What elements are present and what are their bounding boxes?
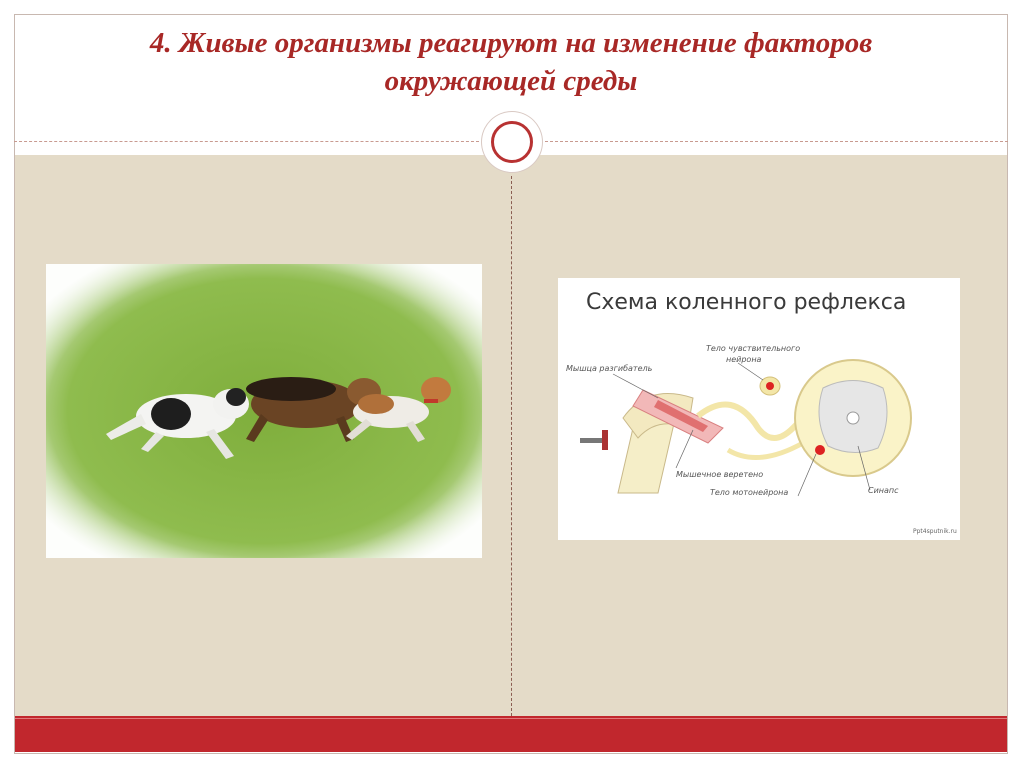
footer-bar-highlight xyxy=(15,718,1007,719)
divider-ornament-circle xyxy=(482,112,542,172)
knee-reflex-diagram xyxy=(558,278,960,540)
label-sensory-body-1: Тело чувствительного xyxy=(706,344,801,353)
label-muscle-spindle: Мышечное веретено xyxy=(676,470,764,479)
slide-title xyxy=(14,24,1008,100)
motor-fiber-shape xyxy=(728,443,803,458)
slide-title-line-2: окружающей среды xyxy=(384,65,638,97)
diagram-title: Схема коленного рефлекса xyxy=(586,290,907,315)
title-divider-left xyxy=(14,141,479,142)
dogs-photo-image xyxy=(46,264,482,558)
dogs-photo xyxy=(46,264,482,558)
footer-bar xyxy=(15,716,1007,752)
slide-title-line-1: 4. Живые организмы реагируют на изменение факторов xyxy=(149,27,873,59)
column-divider xyxy=(511,176,512,716)
diagram-watermark: Ppt4sputnik.ru xyxy=(913,528,957,535)
central-canal-shape xyxy=(847,412,859,424)
reflex-hammer-icon xyxy=(580,430,608,450)
title-divider-right xyxy=(545,141,1008,142)
label-synapse: Синапс xyxy=(868,486,899,495)
motor-neuron-body-dot xyxy=(815,445,825,455)
label-extensor-muscle: Мышца разгибатель xyxy=(566,364,653,373)
sensory-neuron-body-dot xyxy=(766,382,774,390)
divider-ornament-ring xyxy=(491,121,533,163)
knee-reflex-drawing xyxy=(558,278,960,540)
label-motor-neuron-body: Тело мотонейрона xyxy=(710,488,789,497)
label-sensory-body-2: нейрона xyxy=(726,355,762,364)
